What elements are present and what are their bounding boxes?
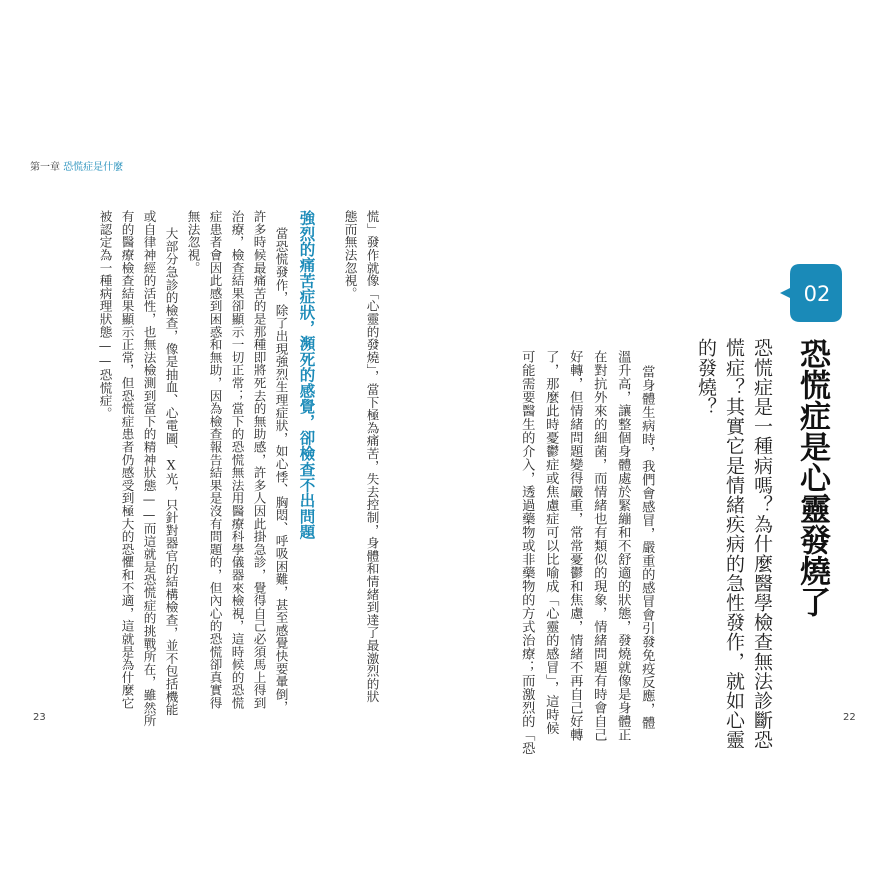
lede-line: 慌症？其實它是情緒疾病的急性發作，就如心靈 xyxy=(723,338,745,750)
body-column: 有的醫療檢查結果顯示正常，但恐慌症患者仍感受到極大的恐懼和不適，這就是為什麼它 xyxy=(119,210,135,710)
body-column: 當恐慌發作，除了出現強烈生理症狀，如心悸、胸悶、呼吸困難，甚至感覺快要暈倒， xyxy=(273,227,289,714)
body-column: 大部分急診的檢查，像是抽血、心電圖、X光，只針對器官的結構檢查，並不包括機能 xyxy=(163,227,179,716)
body-column: 慌」發作就像「心靈的發燒」，當下極為痛苦，失去控制，身體和情緒到達了最激烈的狀 xyxy=(364,210,380,703)
running-head xyxy=(30,158,123,173)
body-column: 好轉，但情緒問題變得嚴重，常常憂鬱和焦慮，情緒不再自己好轉 xyxy=(567,350,583,742)
body-column: 當身體生病時，我們會感冒，嚴重的感冒會引發免疫反應，體 xyxy=(639,365,655,730)
body-column: 治療，檢查結果卻顯示一切正常；當下的恐慌無法用醫療科學儀器來檢視，這時候的恐慌 xyxy=(229,210,245,710)
body-column: 在對抗外來的細菌，而情緒也有類似的現象，情緒問題有時會自己 xyxy=(591,350,607,742)
body-column: 被認定為一種病理狀態——恐慌症。 xyxy=(97,210,113,420)
body-column: 許多時候最痛苦的是那種即將死去的無助感，許多人因此掛急診，覺得自己必須馬上得到 xyxy=(251,210,267,710)
chapter-title: 恐慌症是什麼 xyxy=(63,162,124,173)
chapter-number: 02 xyxy=(803,282,831,306)
body-column: 症患者會因此感到困惑和無助，因為檢查報告結果是沒有問題的，但內心的恐慌卻真實得 xyxy=(207,210,223,710)
section-subheading: 強烈的痛苦症狀，瀕死的感覺，卻檢查不出問題 xyxy=(297,210,316,540)
body-column: 溫升高，讓整個身體處於緊繃和不舒適的狀態，發燒就像是身體正 xyxy=(615,350,631,742)
chapter-label: 第一章 xyxy=(30,162,60,173)
chapter-title-heading: 恐慌症是心靈發燒了 xyxy=(794,338,830,617)
body-column: 可能需要醫生的介入，透過藥物或非藥物的方式治療；而激烈的「恐 xyxy=(519,350,535,755)
lede-line: 恐慌症是一種病嗎？為什麼醫學檢查無法診斷恐 xyxy=(751,338,773,750)
body-column: 態而無法忽視。 xyxy=(342,210,358,300)
body-column: 或自律神經的活性，也無法檢測到當下的精神狀態——而這就是恐慌症的挑戰所在，雖然所 xyxy=(141,210,157,727)
page-number-right: 22 xyxy=(843,712,856,723)
body-column: 無法忽視。 xyxy=(185,210,201,274)
lede-line: 的發燒？ xyxy=(695,338,717,417)
body-column: 了，那麼此時憂鬱症或焦慮症可以比喻成「心靈的感冒」，這時候 xyxy=(543,350,559,735)
page-number-left: 23 xyxy=(33,712,46,723)
